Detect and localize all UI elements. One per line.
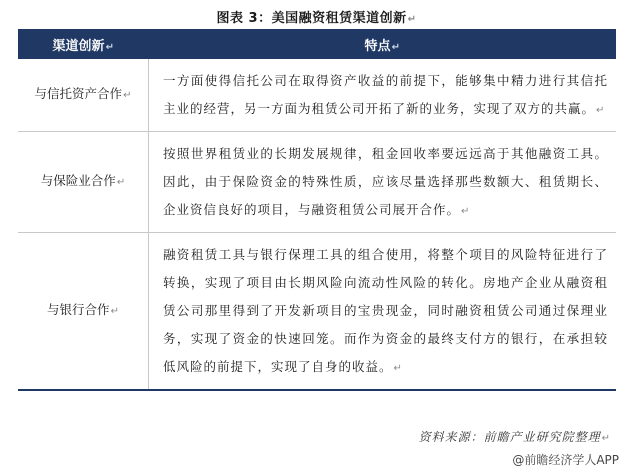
paragraph-mark-icon: ↵ <box>105 41 114 53</box>
table-row <box>18 59 616 132</box>
paragraph-mark-icon: ↵ <box>596 105 606 116</box>
watermark: @前瞻经济学人APP <box>512 453 619 467</box>
header-channel: 渠道创新↵ <box>18 29 149 59</box>
feature-cell: 融资租赁工具与银行保理工具的组合使用，将整个项目的风险特征进行了转换，实现了项目由长期风险向流动性风险的转化。房地产企业从融资租赁公司那里得到了开发新项目的宝贵现金，同时融资租赁公司通过保理业务，实现了资金的快速回笼。而作为资金的最终支付方的银行，在承担较低风险的前提下，实现了自身的收益。↵ <box>149 233 617 391</box>
feature-cell: 一方面使得信托公司在取得资产收益的前提下，能够集中精力进行其信托主业的经营，另一方面为租赁公司开拓了新的业务，实现了双方的共赢。↵ <box>149 59 617 132</box>
feature-cell: 按照世界租赁业的长期发展规律，租金回收率要远远高于其他融资工具。因此，由于保险资金的特殊性质，应该尽量选择那些数额大、租赁期长、企业资信良好的项目，与融资租赁公司展开合作。↵ <box>149 132 617 233</box>
channel-cell: 与银行合作↵ <box>18 233 149 391</box>
paragraph-mark-icon: ↵ <box>601 433 611 444</box>
table-row <box>18 233 616 391</box>
paragraph-mark-icon: ↵ <box>391 41 400 53</box>
header-feature: 特点↵ <box>149 29 617 59</box>
table-row <box>18 132 616 233</box>
paragraph-mark-icon: ↵ <box>461 206 471 217</box>
paragraph-mark-icon: ↵ <box>407 14 417 25</box>
paragraph-mark-icon: ↵ <box>123 90 132 101</box>
paragraph-mark-icon: ↵ <box>110 306 119 317</box>
source-note: 资料来源：前瞻产业研究院整理↵ <box>418 430 611 444</box>
table-title-text: 图表 3：美国融资租赁渠道创新 <box>216 11 407 26</box>
table-title <box>0 7 633 26</box>
paragraph-mark-icon: ↵ <box>116 177 126 188</box>
table-header-row <box>18 29 616 59</box>
channel-cell: 与信托资产合作↵ <box>18 59 149 132</box>
paragraph-mark-icon: ↵ <box>393 363 403 374</box>
channel-cell: 与保险业合作↵ <box>18 132 149 233</box>
channel-innovation-table <box>18 29 616 391</box>
